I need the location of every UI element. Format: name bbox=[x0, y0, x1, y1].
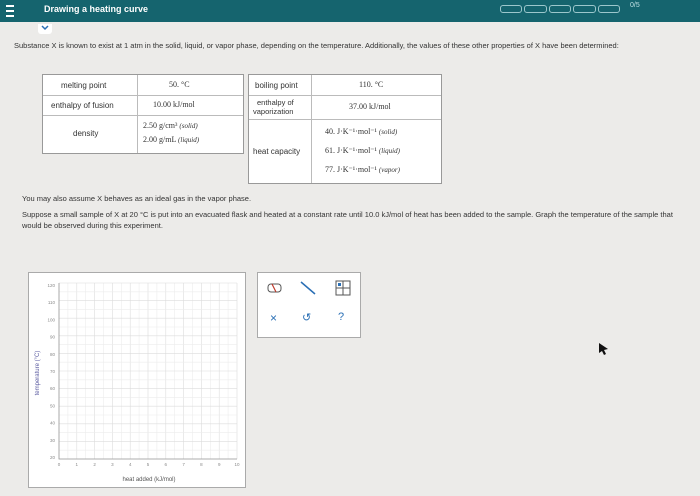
ideal-gas-note: You may also assume X behaves as an ideal gas in the vapor phase. bbox=[22, 194, 252, 203]
x-tick-label: 5 bbox=[146, 462, 150, 467]
y-tick-label: 100 bbox=[47, 317, 55, 323]
enthalpy-vaporization-label-line1: enthalpy of bbox=[257, 98, 294, 107]
density-liquid-value bbox=[143, 135, 199, 144]
grid-toggle-icon[interactable] bbox=[334, 279, 352, 297]
density-liquid-phase: (liquid) bbox=[178, 136, 200, 144]
line-tool-icon[interactable] bbox=[298, 279, 318, 297]
y-tick-label: 40 bbox=[49, 420, 55, 426]
progress-bar bbox=[500, 5, 620, 13]
melting-point-label: melting point bbox=[61, 81, 107, 90]
x-tick-label: 6 bbox=[164, 462, 168, 467]
enthalpy-vaporization-value: 37.00 kJ/mol bbox=[349, 102, 391, 111]
heat-capacity-solid-value: 40. J·K⁻¹·mol⁻¹ bbox=[325, 127, 377, 136]
top-bar bbox=[0, 0, 700, 22]
heat-capacity-vapor-value: 77. J·K⁻¹·mol⁻¹ bbox=[325, 165, 377, 174]
progress-segment bbox=[598, 5, 620, 13]
app-title: Drawing a heating curve bbox=[44, 4, 149, 14]
heating-curve-graph[interactable] bbox=[29, 273, 245, 487]
progress-segment bbox=[573, 5, 595, 13]
step-label: 0/5 bbox=[630, 2, 640, 9]
graph-tools-panel bbox=[257, 272, 361, 338]
x-axis-ticks bbox=[58, 462, 240, 467]
y-tick-label: 30 bbox=[49, 437, 55, 443]
help-button[interactable]: ? bbox=[338, 311, 345, 323]
y-tick-label: 110 bbox=[47, 300, 55, 306]
x-tick-label: 9 bbox=[217, 462, 221, 467]
enthalpy-vaporization-label-line2: vaporization bbox=[253, 107, 294, 116]
y-tick-label: 60 bbox=[49, 386, 55, 392]
y-tick-label: 70 bbox=[49, 369, 55, 374]
y-tick-label: 90 bbox=[49, 334, 55, 340]
y-axis-label: temperature (°C) bbox=[35, 350, 41, 396]
collapse-toggle[interactable] bbox=[38, 24, 52, 34]
properties-table-right bbox=[248, 74, 442, 184]
heat-capacity-solid-phase: (solid) bbox=[378, 128, 398, 136]
x-tick-label: 7 bbox=[182, 462, 185, 467]
density-label: density bbox=[73, 129, 99, 138]
clear-button[interactable]: × bbox=[270, 311, 278, 325]
y-tick-label: 80 bbox=[49, 351, 55, 357]
y-tick-label: 20 bbox=[49, 455, 55, 460]
y-tick-label: 50 bbox=[49, 403, 55, 409]
heat-capacity-liquid bbox=[325, 146, 400, 155]
x-axis-label: heat added (kJ/mol) bbox=[122, 477, 176, 483]
enthalpy-fusion-value: 10.00 kJ/mol bbox=[153, 100, 195, 109]
chevron-down-icon bbox=[41, 25, 49, 31]
menu-icon[interactable] bbox=[6, 5, 14, 17]
x-tick-label: 3 bbox=[111, 462, 114, 467]
x-tick-label: 8 bbox=[200, 462, 203, 467]
heat-capacity-liquid-value: 61. J·K⁻¹·mol⁻¹ bbox=[325, 146, 377, 155]
boiling-point-value: 110. °C bbox=[359, 80, 384, 89]
heat-capacity-solid bbox=[325, 127, 397, 136]
enthalpy-fusion-label: enthalpy of fusion bbox=[51, 101, 114, 110]
x-tick-label: 1 bbox=[75, 462, 79, 467]
properties-table-left bbox=[42, 74, 244, 154]
heat-capacity-liquid-phase: (liquid) bbox=[378, 147, 400, 155]
heat-capacity-label: heat capacity bbox=[253, 147, 301, 156]
x-tick-label: 4 bbox=[128, 462, 132, 467]
experiment-instructions: Suppose a small sample of X at 20 °C is put into an evacuated flask and heated at a constant rate until 10.0 kJ/mol of heat has been added to the sample. Graph the temperature of the sample that would be observed during this experiment. bbox=[22, 210, 673, 230]
graph-grid bbox=[59, 283, 237, 459]
progress-segment bbox=[500, 5, 522, 13]
density-solid-number: 2.50 g/cm³ bbox=[143, 121, 178, 130]
heat-capacity-vapor-phase: (vapor) bbox=[378, 166, 400, 174]
x-tick-label: 2 bbox=[93, 462, 96, 467]
x-tick-label: 0 bbox=[57, 462, 61, 467]
boiling-point-label: boiling point bbox=[255, 81, 298, 90]
x-tick-label: 10 bbox=[234, 462, 240, 467]
mouse-cursor-icon bbox=[598, 342, 610, 356]
density-solid-value bbox=[143, 121, 198, 130]
undo-button[interactable]: ↺ bbox=[302, 312, 312, 324]
density-liquid-number: 2.00 g/mL bbox=[143, 135, 177, 144]
y-tick-label: 120 bbox=[47, 283, 55, 288]
melting-point-value: 50. °C bbox=[169, 80, 190, 89]
intro-text: Substance X is known to exist at 1 atm in the solid, liquid, or vapor phase, depending on the temperature. Additionally, the values of these other properties of X have been determined: bbox=[14, 41, 619, 50]
progress-segment bbox=[524, 5, 546, 13]
progress-segment bbox=[549, 5, 571, 13]
eraser-icon[interactable] bbox=[266, 281, 284, 295]
heat-capacity-vapor bbox=[325, 165, 400, 174]
density-solid-phase: (solid) bbox=[179, 122, 198, 130]
y-axis-ticks bbox=[47, 283, 55, 460]
graph-panel bbox=[28, 272, 246, 488]
